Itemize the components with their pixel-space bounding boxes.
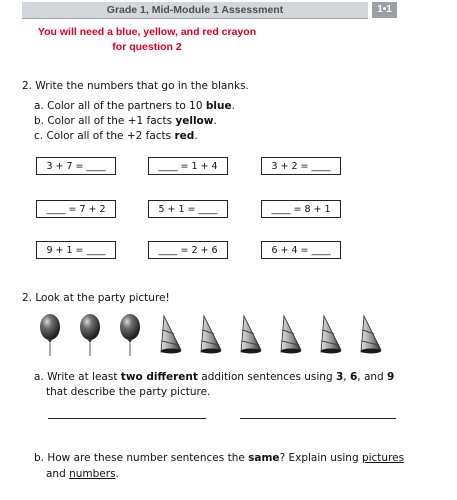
question-write-numbers: 2. Write the numbers that go in the blanks. <box>22 80 249 92</box>
party-hat-icon <box>321 316 341 354</box>
party-hat-icon <box>361 316 381 354</box>
part-b-instruction: b. How are these number sentences the same? Explain using pictures <box>34 452 405 464</box>
answer-line-2[interactable] <box>240 418 396 419</box>
header-title: Grade 1, Mid-Module 1 Assessment <box>106 4 284 16</box>
fact-box[interactable]: 6 + 4 = ____ <box>261 241 341 259</box>
fact-box[interactable]: ____ = 2 + 6 <box>148 241 228 259</box>
question-party-picture: 2. Look at the party picture! <box>22 292 170 304</box>
instruction-b: b. Color all of the +1 facts yellow. <box>34 115 217 127</box>
fact-box[interactable]: ____ = 8 + 1 <box>261 200 341 218</box>
balloon-icon <box>120 314 140 356</box>
balloon-icon <box>80 314 100 356</box>
instruction-a: a. Color all of the partners to 10 blue. <box>34 100 235 112</box>
assessment-header <box>22 2 368 19</box>
fact-box[interactable]: 3 + 7 = ____ <box>36 157 116 175</box>
fact-box[interactable]: 5 + 1 = ____ <box>148 200 228 218</box>
party-hat-icon <box>241 316 261 354</box>
module-badge: 1•1 <box>372 2 397 18</box>
part-b-instruction-line-2: and numbers. <box>46 468 119 480</box>
crayon-note <box>22 25 272 55</box>
crayon-note-line-2: for question 2 <box>112 41 182 53</box>
party-hat-icon <box>201 316 221 354</box>
fact-box[interactable]: ____ = 1 + 4 <box>148 157 228 175</box>
fact-box[interactable]: 3 + 2 = ____ <box>261 157 341 175</box>
fact-box[interactable]: 9 + 1 = ____ <box>36 241 116 259</box>
part-a-instruction-line-2: that describe the party picture. <box>46 386 211 398</box>
answer-line-1[interactable] <box>48 418 206 419</box>
balloon-icon <box>40 314 60 356</box>
fact-box[interactable]: ____ = 7 + 2 <box>36 200 116 218</box>
instruction-c: c. Color all of the +2 facts red. <box>34 130 198 142</box>
party-picture <box>30 312 400 358</box>
part-a-instruction: a. Write at least two different addition sentences using 3, 6, and 9 <box>34 371 395 383</box>
crayon-note-line-1: You will need a blue, yellow, and red crayon <box>37 26 257 38</box>
party-hat-icon <box>281 316 301 354</box>
party-hat-icon <box>161 316 181 354</box>
